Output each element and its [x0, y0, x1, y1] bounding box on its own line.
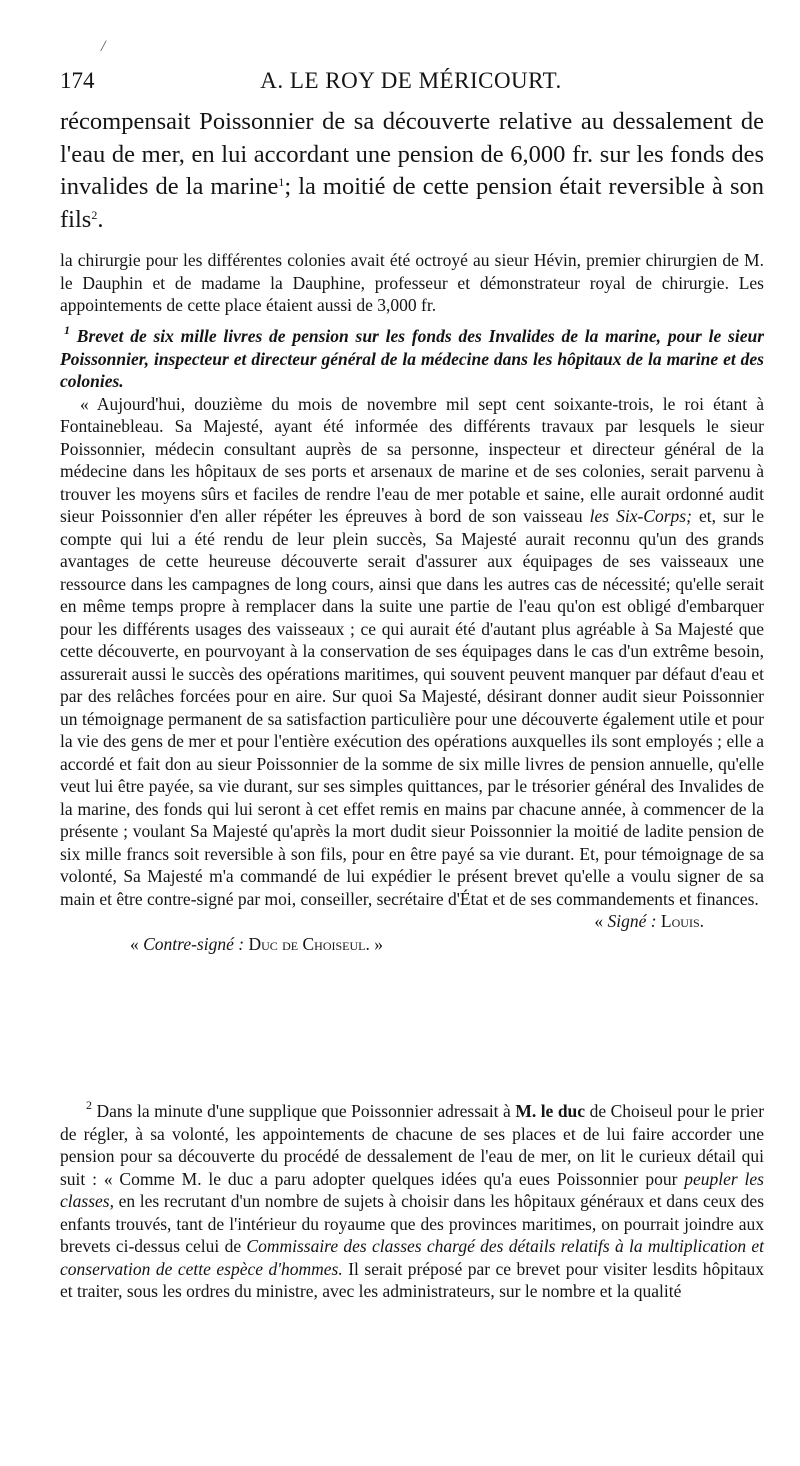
signed-label: Signé :: [607, 911, 657, 931]
footnote-2-marker: 2: [86, 1098, 92, 1112]
main-paragraph: [60, 106, 764, 236]
footnote-1-title-text: Brevet de six mille livres de pension sur les fonds des Invalides de la marine, pour le sieur Poissonnier, inspecteur et directeur général de la médecine dans les hôpitaux de la marine et des colonies.: [60, 326, 765, 391]
footnote-2: [60, 1100, 764, 1303]
footnote-ref-2[interactable]: 2: [91, 207, 98, 222]
footnote-ref-1[interactable]: 1: [278, 175, 285, 189]
footnote-1-marker: 1: [64, 323, 70, 337]
footnote-2-text: [60, 1100, 764, 1303]
footnote-2-part4: Il serait préposé par ce brevet pour visiter lesdits hôpitaux et traiter, sous les ordres du ministre, avec les administrateurs, sur le nombre et la qualité: [60, 1258, 765, 1301]
main-text-end: .: [97, 205, 104, 233]
brevet-text-part1: « Aujourd'hui, douzième du mois de novembre mil sept cent soixante-trois, le roi étant à Fontainebleau. Sa Majesté, ayant été informée des différents travaux par lesquels le sieur Poissonnier, médecin consultant auprès de sa personne, inspecteur et directeur général de la médecine dans les hôpitaux de ses ports et arsenaux de marine et de ses colonies, serait parvenu à trouver les moyens sûrs et faciles de rendre l'eau de mer potable et saine, elle aurait ordonné audit sieur Poissonnier d'en aller répéter les épreuves à bord de son vaisseau: [60, 393, 764, 526]
countersigned-label: Contre-signé :: [143, 933, 245, 954]
footnote-2-part2: de Choiseul pour le prier de régler, à sa volonté, les appointements de chacune de ses places et de lui faire accorder une pension pour sa découverte du procédé de dessalement de l'eau de mer, on lit le curieux détail qui suit : « Comme M. le duc a paru adopter quelques idées qu'a eues Poissonnier pour: [60, 1101, 765, 1189]
main-text-part2: ; la moitié de cette pension était reversible à son fils: [60, 173, 764, 233]
page-number: 174: [60, 68, 95, 93]
main-text-part1: récompensait Poissonnier de sa découverte relative au dessalement de l'eau de mer, en lui accordant une pension de 6,000 fr. sur les fonds des invalides de la marine: [60, 108, 764, 200]
ship-name: les Six-Corps;: [589, 506, 692, 526]
countersignature-line: « Contre-signé : Duc de Choiseul. »: [130, 933, 383, 954]
footnote-2-part3: en les recrutant d'un nombre de sujets à choisir dans les hôpitaux généraux et dans ceux des enfants trouvés, tant de l'intérieur du royaume que des provinces maritimes, on pourrait joindre aux brevets ci-dessus celui de: [60, 1191, 765, 1256]
footnote-1: [60, 325, 764, 955]
addressee: M. le duc: [515, 1101, 586, 1121]
signature-line: « Signé : Louis.: [594, 911, 704, 931]
brevet-text-part2: et, sur le compte qui lui a été rendu de leur plein succès, Sa Majesté aurait reconnu qu'un des grands avantages de cette heureuse découverte serait d'assurer aux équipages de ses vaisseaux une ressource dans les campagnes de long cours, ainsi que dans les autres cas de nécessité; qu'elle serait en même temps propre à remplacer dans la suite une partie de l'eau qu'on est obligé d'embarquer pour les différents usages des vaisseaux ; ce qui aurait été d'autant plus agréable à Sa Majesté que cette découverte, en pourvoyant à la conservation de ses équipages dans le cas d'un extrême besoin, assurerait aussi le succès des opérations maritimes, qui souvent peuvent manquer par défaut d'eau et par des relâches forcées pour en aire. Sur quoi Sa Majesté, désirant donner audit sieur Poissonnier un témoignage permanent de sa satisfaction particulière pour une découverte également utile et pour la vie des gens de mer et pour l'entière exécution des opérations auxquelles ils sont employés ; elle a accordé et fait don au sieur Poissonnier de la somme de six mille livres de pension annuelle, qu'elle veut lui être payée, sa vie durant, sur ses simples quittances, par le trésorier général des Invalides de la marine, des fonds qui lui seront à cet effet remis en mains par chacune année, à commencer de la présente ; voulant Sa Majesté qu'après la mort dudit sieur Poissonnier la moitié de ladite pension de six mille francs soit reversible à son fils, pour en être payé sa vie durant. Et, pour témoignage de sa volonté, Sa Majesté m'a commandé de lui expédier le présent brevet qu'elle a voulu signer de sa main et être contre-signé par moi, conseiller, secrétaire d'État et de ses commandements et finances.: [60, 506, 765, 909]
page-header: [60, 68, 762, 98]
footnote-1-title: [60, 325, 764, 393]
footnote-1-text: [60, 393, 764, 911]
page-mark: /: [101, 38, 106, 55]
phrase-peupler: peupler les classes,: [60, 1168, 764, 1211]
footnote-2-part1: Dans la minute d'une supplique que Poissonnier adressait à: [96, 1101, 511, 1121]
countersigned-name: Duc de Choiseul.: [248, 933, 370, 954]
footnote-continuation: la chirurgie pour les différentes colonies avait été octroyé au sieur Hévin, premier chirurgien de M. le Dauphin et de madame la Dauphine, professeur et démonstrateur royal de chirurgie. Les appointements de cette place étaient aussi de 3,000 fr.: [60, 250, 764, 315]
phrase-commissaire: Commissaire des classes chargé des détails relatifs à la multiplication et conservation de cette espèce d'hommes.: [60, 1236, 764, 1279]
running-head: A. LE ROY DE MÉRICOURT.: [260, 68, 562, 93]
signed-name: Louis.: [660, 911, 704, 931]
